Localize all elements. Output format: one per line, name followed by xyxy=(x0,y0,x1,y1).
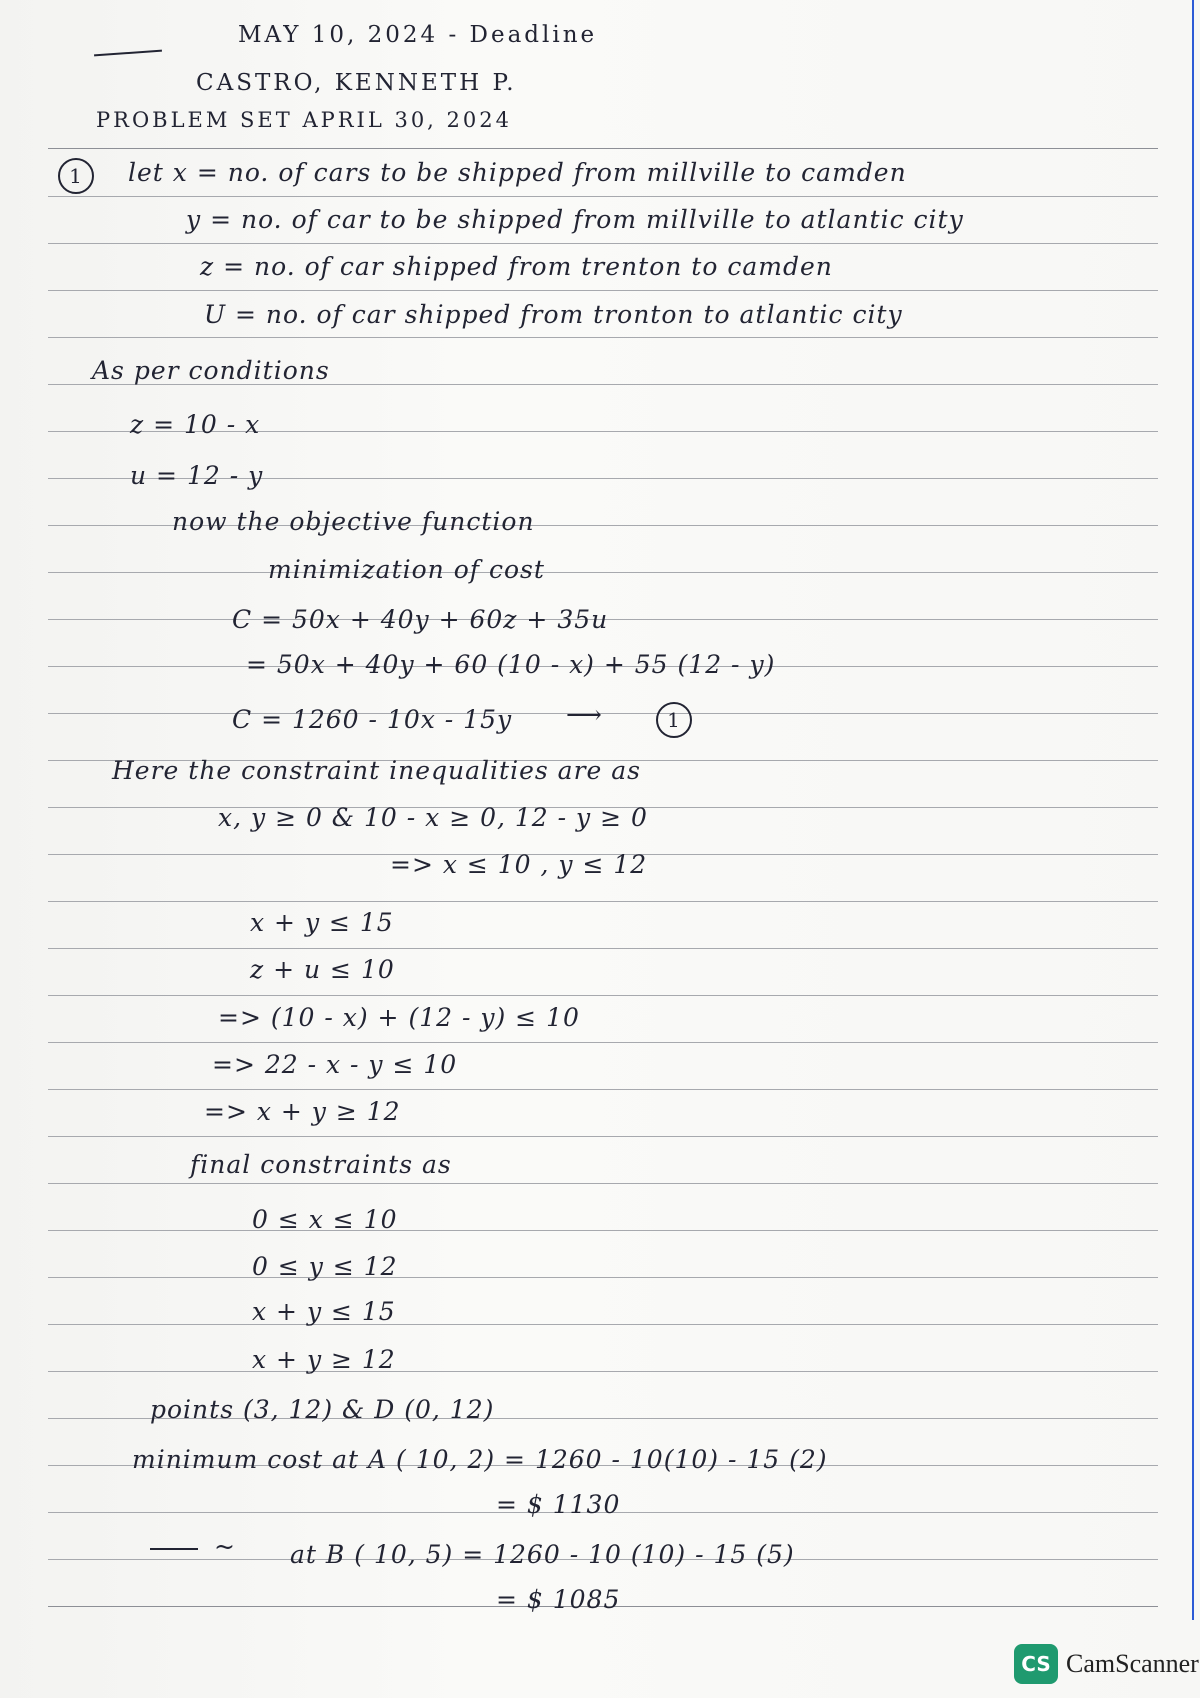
ruled-line xyxy=(48,1371,1158,1372)
constraint-step: z + u ≤ 10 xyxy=(250,955,395,984)
ruled-line xyxy=(48,196,1158,197)
ruled-line xyxy=(48,337,1158,338)
ruled-line xyxy=(48,713,1158,714)
ruled-line xyxy=(48,572,1158,573)
objective-title: minimization of cost xyxy=(268,555,545,584)
minimum-cost-b-result: = $ 1085 xyxy=(496,1585,621,1614)
condition-line: z = 10 - x xyxy=(130,410,261,439)
constraint-step: => x ≤ 10 , y ≤ 12 xyxy=(390,850,648,879)
condition-line: u = 12 - y xyxy=(130,461,264,490)
scan-edge xyxy=(1192,0,1194,1620)
equation-ref: 1 xyxy=(656,702,692,738)
constraint-step: => (10 - x) + (12 - y) ≤ 10 xyxy=(218,1003,580,1032)
final-constraint: x + y ≥ 12 xyxy=(252,1345,396,1374)
minimum-cost-a-result: = $ 1130 xyxy=(496,1490,621,1519)
ruled-line xyxy=(48,1136,1158,1137)
points-line: points (3, 12) & D (0, 12) xyxy=(150,1395,495,1424)
conditions-label: As per conditions xyxy=(92,356,330,385)
ruled-line xyxy=(48,995,1158,996)
ruled-line xyxy=(48,1183,1158,1184)
deadline-line: MAY 10, 2024 - Deadline xyxy=(238,22,598,48)
ruled-line xyxy=(48,901,1158,902)
definition-line: let x = no. of cars to be shipped from millville to camden xyxy=(128,158,907,187)
ruled-line xyxy=(48,290,1158,291)
objective-step: = 50x + 40y + 60 (10 - x) + 55 (12 - y) xyxy=(246,650,776,679)
final-constraints-label: final constraints as xyxy=(190,1150,452,1179)
objective-step: C = 50x + 40y + 60z + 35u xyxy=(232,605,609,634)
constraint-step: => 22 - x - y ≤ 10 xyxy=(212,1050,458,1079)
ruled-line xyxy=(48,1042,1158,1043)
ruled-line xyxy=(48,1230,1158,1231)
minimum-cost-b: at B ( 10, 5) = 1260 - 10 (10) - 15 (5) xyxy=(290,1540,795,1569)
constraint-step: x + y ≤ 15 xyxy=(250,908,394,937)
definition-line: U = no. of car shipped from tronton to atlantic city xyxy=(204,300,903,329)
ruled-line xyxy=(48,1324,1158,1325)
problem-set-title: PROBLEM SET APRIL 30, 2024 xyxy=(96,108,512,132)
final-constraint: x + y ≤ 15 xyxy=(252,1297,396,1326)
camscanner-label: CamScanner xyxy=(1066,1649,1199,1678)
constraint-intro: Here the constraint inequalities are as xyxy=(112,756,641,785)
camscanner-watermark xyxy=(1014,1644,1199,1684)
definition-line: z = no. of car shipped from trenton to camden xyxy=(200,252,833,281)
ruled-line xyxy=(48,1089,1158,1090)
ruled-line xyxy=(48,1277,1158,1278)
ruled-line xyxy=(48,948,1158,949)
arrow-icon: ⟶ xyxy=(566,700,603,729)
corner-scribble xyxy=(94,50,162,57)
definition-line: y = no. of car to be shipped from millville to atlantic city xyxy=(186,205,964,234)
dash-mark xyxy=(150,1548,198,1550)
constraint-step: => x + y ≥ 12 xyxy=(204,1097,401,1126)
final-constraint: 0 ≤ y ≤ 12 xyxy=(252,1252,398,1281)
objective-step: C = 1260 - 10x - 15y xyxy=(232,705,513,734)
minimum-cost-a: minimum cost at A ( 10, 2) = 1260 - 10(10) - 15 (2) xyxy=(132,1445,828,1474)
tilde-mark: ~ xyxy=(214,1532,236,1561)
constraint-step: x, y ≥ 0 & 10 - x ≥ 0, 12 - y ≥ 0 xyxy=(218,803,648,832)
camscanner-logo-icon: CS xyxy=(1014,1644,1058,1684)
objective-intro: now the objective function xyxy=(172,507,535,536)
final-constraint: 0 ≤ x ≤ 10 xyxy=(252,1205,398,1234)
ruled-line xyxy=(48,243,1158,244)
problem-number: 1 xyxy=(58,158,94,194)
student-name: CASTRO, KENNETH P. xyxy=(196,70,517,96)
ruled-line xyxy=(48,148,1158,149)
